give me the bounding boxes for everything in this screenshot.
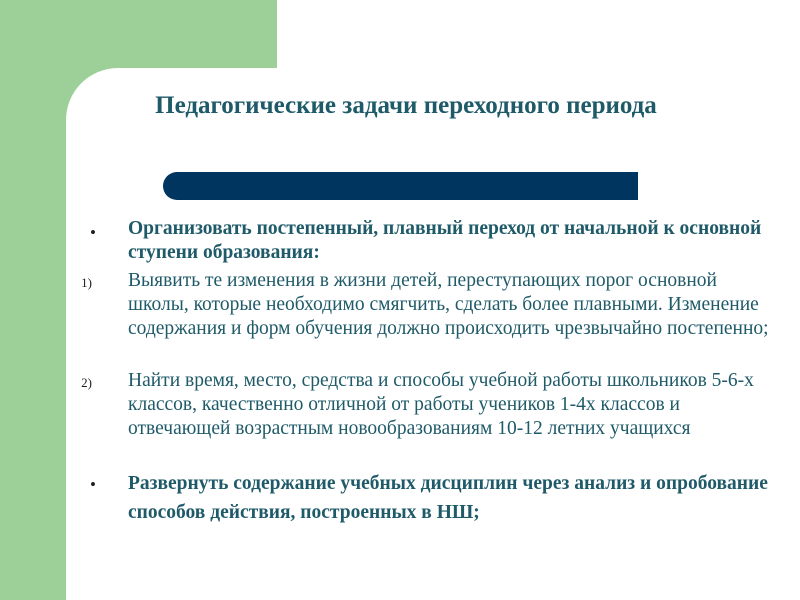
- list-item-text: Организовать постепенный, плавный переход от начальной к основной ступени образования:: [128, 218, 762, 263]
- list-item-text: Найти время, место, средства и способы учебной работы школьников 5-6-х классов, качественно отличной от работы учеников 1-4х классов и отвечающей возрастным новообразованиям 10-12 летних учащихся: [128, 370, 754, 439]
- title-underline-bar: [163, 172, 638, 200]
- slide-title: Педагогические задачи переходного периода: [155, 92, 657, 119]
- list-item-text: Выявить те изменения в жизни детей, переступающих порог основной школы, которые необходимо смягчить, сделать более плавными. Изменение содержания и форм обучения должно происходить чрезвычайно постепенно;: [128, 270, 769, 339]
- list-number: 2): [81, 375, 92, 390]
- bullet-icon: •: [90, 223, 96, 242]
- bullet-icon: •: [90, 475, 96, 494]
- slide-content: [0, 212, 800, 600]
- list-number: 1): [81, 275, 92, 290]
- list-item-text: Развернуть содержание учебных дисциплин через анализ и опробование способов действия, построенных в НШ;: [128, 473, 768, 523]
